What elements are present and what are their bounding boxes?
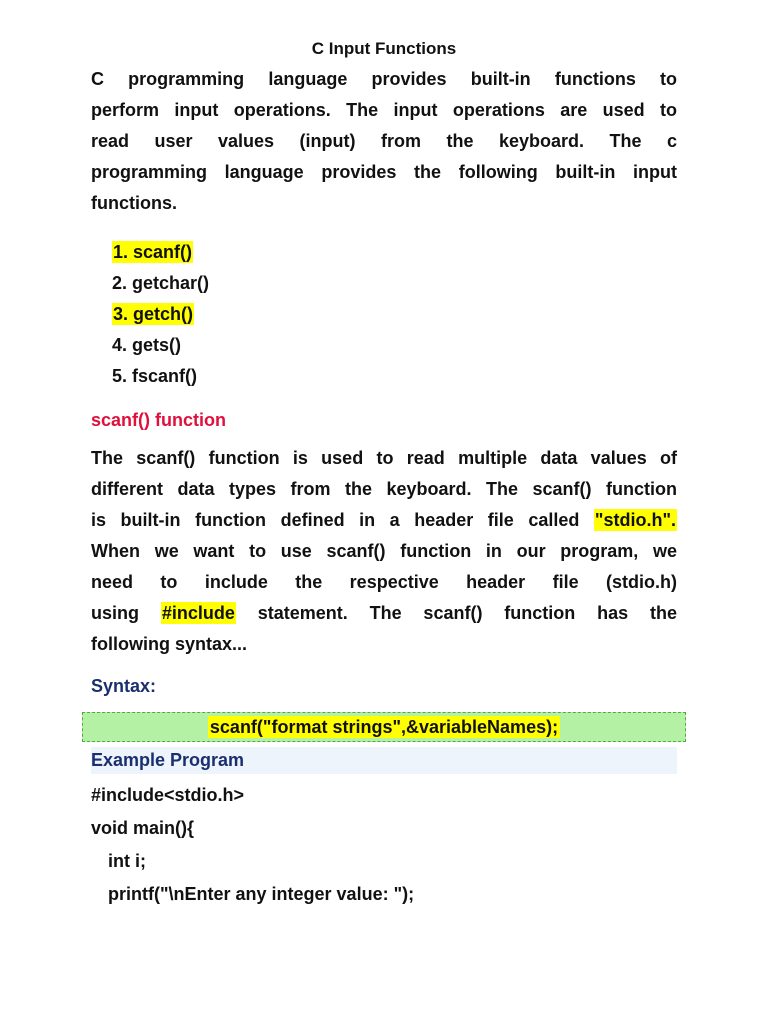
list-item xyxy=(112,361,209,392)
list-item xyxy=(112,330,209,361)
page-title: C Input Functions xyxy=(311,39,457,58)
intro-paragraph xyxy=(91,64,677,219)
list-item xyxy=(112,268,209,299)
syntax-heading: Syntax: xyxy=(91,676,157,696)
paragraph-text: is built-in function defined in a header file called xyxy=(91,510,580,530)
paragraph-text: statement. The scanf() function has the xyxy=(257,603,677,623)
list-item-label: 1. scanf() xyxy=(113,242,193,262)
list-item-label: 3. getch() xyxy=(113,304,194,324)
list-item-label: 4. gets() xyxy=(112,335,182,355)
intro-line: programming language provides the following built-in input xyxy=(91,162,677,182)
code-line: #include<stdio.h> xyxy=(91,785,245,805)
example-code xyxy=(91,779,414,911)
syntax-code: scanf("format strings",&variableNames); xyxy=(209,717,559,737)
intro-line: functions. xyxy=(91,193,177,213)
code-line: int i; xyxy=(108,851,146,871)
paragraph-line xyxy=(91,598,677,629)
paragraph-line: When we want to use scanf() function in our program, we xyxy=(91,541,677,561)
include-highlight: #include xyxy=(161,603,235,623)
paragraph-line xyxy=(91,505,677,536)
paragraph-line: following syntax... xyxy=(91,634,248,654)
intro-line: C programming language provides built-in functions to xyxy=(91,69,677,89)
paragraph-line: different data types from the keyboard. The scanf() function xyxy=(91,479,677,499)
list-item xyxy=(112,237,209,268)
paragraph-text: using xyxy=(91,603,139,623)
code-line: printf("\nEnter any integer value: "); xyxy=(108,884,415,904)
intro-line: perform input operations. The input operations are used to xyxy=(91,100,677,120)
intro-line: read user values (input) from the keyboard. The c xyxy=(91,131,677,151)
list-item xyxy=(112,299,209,330)
paragraph-line: The scanf() function is used to read multiple data values of xyxy=(91,448,677,468)
scanf-section-heading: scanf() function xyxy=(91,410,226,430)
input-functions-list xyxy=(112,237,209,392)
stdio-highlight: "stdio.h". xyxy=(594,510,676,530)
paragraph-line: need to include the respective header file (stdio.h) xyxy=(91,572,677,592)
syntax-code-box xyxy=(82,712,686,742)
list-item-label: 2. getchar() xyxy=(112,273,210,293)
scanf-paragraph xyxy=(91,443,677,660)
code-line: void main(){ xyxy=(91,818,195,838)
list-item-label: 5. fscanf() xyxy=(112,366,198,386)
example-program-heading: Example Program xyxy=(91,747,677,774)
